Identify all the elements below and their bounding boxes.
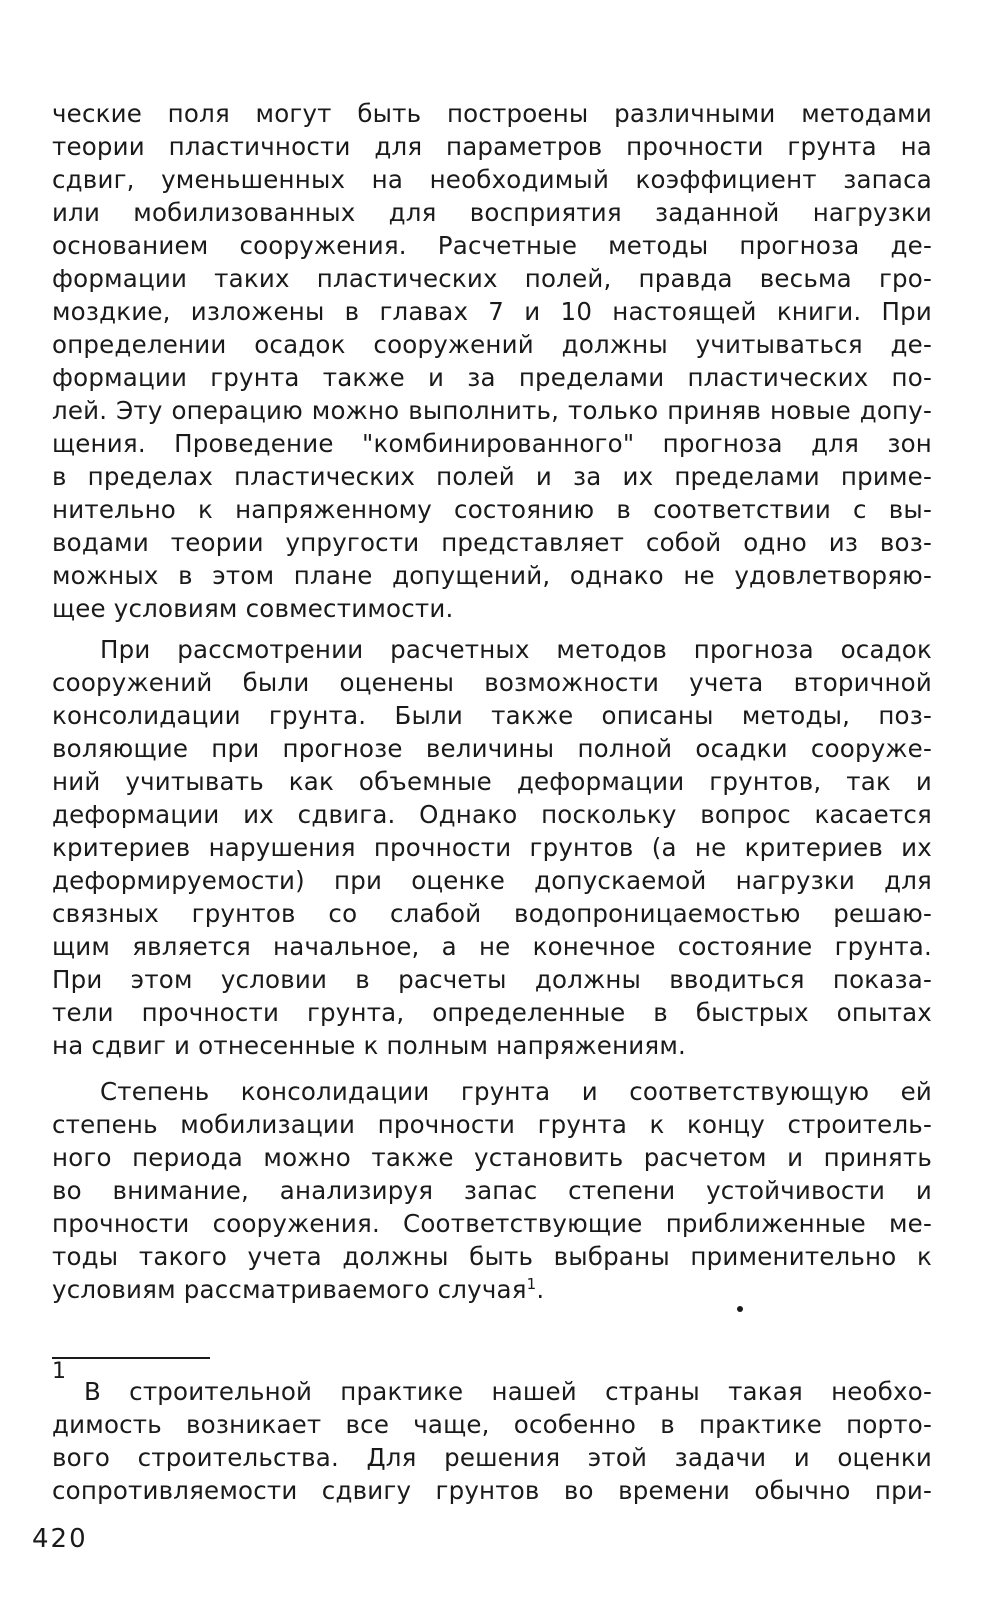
text-line: критериев нарушения прочности грунтов (а не критериев их	[52, 833, 932, 862]
text-line: тели прочности грунта, определенные в быстрых опытах	[52, 998, 932, 1027]
footnote-line: вого строительства. Для решения этой задачи и оценки	[52, 1443, 932, 1472]
text-line: теории пластичности для параметров прочности грунта на	[52, 132, 932, 161]
text-line: деформируемости) при оценке допускаемой нагрузки для	[52, 866, 932, 895]
text-fragment: .	[536, 1275, 545, 1304]
text-fragment: условиям рассматриваемого случая	[52, 1275, 527, 1304]
text-line: лей. Эту операцию можно выполнить, только приняв новые допу-	[52, 396, 932, 425]
page-number: 420	[32, 1524, 88, 1554]
footnote-line: сопротивляемости сдвигу грунтов во времени обычно при-	[52, 1476, 932, 1505]
text-line: на сдвиг и отнесенные к полным напряжениям.	[52, 1031, 687, 1060]
footnote-rule	[52, 1357, 210, 1359]
text-line: связных грунтов со слабой водопроницаемостью решаю-	[52, 899, 932, 928]
text-line: ний учитывать как объемные деформации грунтов, так и	[52, 767, 932, 796]
text-line: или мобилизованных для восприятия заданной нагрузки	[52, 198, 932, 227]
text-line: определении осадок сооружений должны учитываться де-	[52, 330, 932, 359]
text-line: щее условиям совместимости.	[52, 594, 454, 623]
text-line: прочности сооружения. Соответствующие приближенные ме-	[52, 1209, 932, 1238]
text-line: моздкие, изложены в главах 7 и 10 настоящей книги. При	[52, 297, 932, 326]
text-line: во внимание, анализируя запас степени устойчивости и	[52, 1176, 932, 1205]
text-line: можных в этом плане допущений, однако не удовлетворяю-	[52, 561, 932, 590]
text-line: ческие поля могут быть построены различными методами	[52, 99, 932, 128]
footnote-line: В строительной практике нашей страны такая необхо-	[84, 1377, 932, 1406]
text-line: При этом условии в расчеты должны вводиться показа-	[52, 965, 932, 994]
text-line: нительно к напряженному состоянию в соответствии с вы-	[52, 495, 932, 524]
text-line: консолидации грунта. Были также описаны методы, поз-	[52, 701, 932, 730]
text-line: основанием сооружения. Расчетные методы прогноза де-	[52, 231, 932, 260]
text-line: При рассмотрении расчетных методов прогноза осадок	[100, 635, 932, 664]
text-line: в пределах пластических полей и за их пределами приме-	[52, 462, 932, 491]
text-line: Степень консолидации грунта и соответствующую ей	[100, 1077, 932, 1106]
footnote-line: димость возникает все чаще, особенно в практике порто-	[52, 1410, 932, 1439]
text-line: степень мобилизации прочности грунта к концу строитель-	[52, 1110, 932, 1139]
text-line: формации грунта также и за пределами пластических по-	[52, 363, 932, 392]
text-line: ного периода можно также установить расчетом и принять	[52, 1143, 932, 1172]
text-line: деформации их сдвига. Однако поскольку вопрос касается	[52, 800, 932, 829]
text-line: щим является начальное, а не конечное состояние грунта.	[52, 932, 932, 961]
text-line: водами теории упругости представляет собой одно из воз-	[52, 528, 932, 557]
text-line: воляющие при прогнозе величины полной осадки сооруже-	[52, 734, 932, 763]
text-line: сооружений были оценены возможности учета вторичной	[52, 668, 932, 697]
text-line: тоды такого учета должны быть выбраны применительно к	[52, 1242, 932, 1271]
text-line	[52, 1273, 932, 1306]
ink-speck	[737, 1306, 743, 1312]
footnote-reference: 1	[526, 1274, 537, 1293]
text-line: щения. Проведение "комбинированного" прогноза для зон	[52, 429, 932, 458]
footnote-marker: 1	[52, 1359, 66, 1384]
text-line: сдвиг, уменьшенных на необходимый коэффициент запаса	[52, 165, 932, 194]
text-line: формации таких пластических полей, правда весьма гро-	[52, 264, 932, 293]
